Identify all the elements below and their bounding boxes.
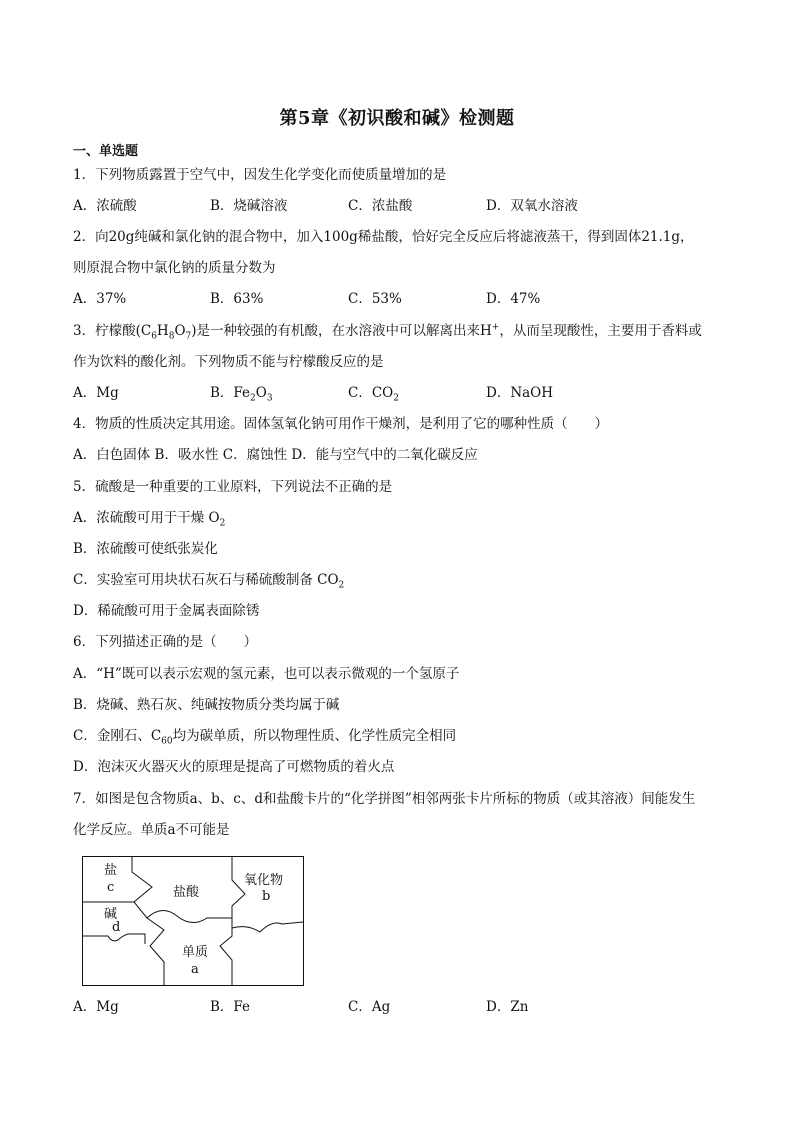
label-oxide: 氧化物 (244, 873, 284, 888)
q5-option-c: C．实验室可用块状石灰石与稀硫酸制备 $CO_2$ (73, 572, 345, 591)
page-title: 第5章《初识酸和碱》检测题 (279, 108, 515, 129)
q2-option-d: D．47% (486, 291, 541, 307)
q1-option-b: B．烧碱溶液 (210, 198, 288, 214)
label-base: 碱 (104, 907, 118, 922)
q3-option-a: A．Mg (73, 385, 119, 401)
q6-option-d: D．泡沫灭火器灭火的原理是提高了可燃物质的着火点 (73, 759, 395, 775)
q3-option-d: D．NaOH (486, 385, 554, 401)
question-3-stem-line-2: 作为饮料的酸化剂。下列物质不能与柠檬酸反应的是 (73, 354, 384, 370)
q2-option-a: A．37% (73, 291, 127, 307)
q4-options: A．白色固体 B．吸水性 C．腐蚀性 D．能与空气中的二氧化碳反应 (73, 447, 478, 463)
question-2-stem-line-2: 则原混合物中氯化钠的质量分数为 (73, 260, 276, 276)
label-base-letter: d (112, 920, 121, 935)
q5-option-d: D．稀硫酸可用于金属表面除锈 (73, 603, 260, 619)
question-3-stem-line-1: 3．柠檬酸$(C_6H_8O_7)$是一种较强的有机酸，在水溶液中可以解离出来H+，从而呈现酸性，主要用于香料或 (73, 322, 702, 342)
q1-option-a: A．浓硫酸 (73, 198, 137, 214)
label-acid: 盐酸 (173, 885, 200, 900)
question-1-stem: 1．下列物质露置于空气中，因发生化学变化而使质量增加的是 (73, 167, 447, 183)
q5-option-b: B．浓硫酸可使纸张炭化 (73, 541, 218, 557)
element-piece-outline-right (220, 928, 232, 985)
label-salt-letter: c (107, 880, 115, 895)
q1-option-c: C．浓盐酸 (348, 198, 413, 214)
q3-option-b: B．$Fe_2O_3$ (210, 385, 273, 404)
question-7-stem-line-2: 化学反应。单质a不可能是 (73, 822, 230, 838)
question-2-stem-line-1: 2．向20g纯碱和氯化钠的混合物中，加入100g稀盐酸，恰好完全反应后将滤液蒸干，得到固体21.1g， (73, 229, 694, 245)
element-piece-outline (147, 918, 164, 985)
q7-option-b: B．Fe (210, 999, 251, 1015)
label-oxide-letter: b (262, 889, 271, 904)
q1-option-d: D．双氧水溶液 (486, 198, 578, 214)
q6-option-a: A．“H”既可以表示宏观的氢元素，也可以表示微观的一个氢原子 (73, 666, 460, 682)
q2-option-b: B．63% (210, 291, 264, 307)
section-heading: 一、单选题 (73, 144, 139, 159)
question-7-stem-line-1: 7．如图是包含物质a、b、c、d和盐酸卡片的“化学拼图”相邻两张卡片所标的物质（或其溶液）间能发生 (73, 791, 696, 807)
q5-option-a: A．浓硫酸可用于干燥 $O_2$ (73, 510, 226, 529)
q2-option-c: C．53% (348, 291, 402, 307)
q7-option-d: D．Zn (486, 999, 529, 1015)
q3-option-c: C．$CO_2$ (348, 385, 399, 404)
chemistry-puzzle-diagram (82, 856, 304, 986)
q7-option-c: C．Ag (348, 999, 391, 1015)
question-5-stem: 5．硫酸是一种重要的工业原料，下列说法不正确的是 (73, 479, 393, 495)
base-piece-bottom (82, 934, 145, 944)
label-element: 单质 (182, 945, 209, 960)
label-salt: 盐 (104, 863, 118, 878)
oxide-piece-bottom (232, 918, 303, 932)
q6-option-c: C．金刚石、$C_{60}$均为碳单质，所以物理性质、化学性质完全相同 (73, 728, 457, 747)
question-6-stem: 6．下列描述正确的是（ ） (73, 634, 258, 650)
question-4-stem: 4．物质的性质决定其用途。固体氢氧化钠可用作干燥剂，是利用了它的哪种性质（ ） (73, 416, 609, 432)
q6-option-b: B．烧碱、熟石灰、纯碱按物质分类均属于碱 (73, 697, 340, 713)
q7-option-a: A．Mg (73, 999, 119, 1015)
label-element-letter: a (191, 962, 199, 977)
